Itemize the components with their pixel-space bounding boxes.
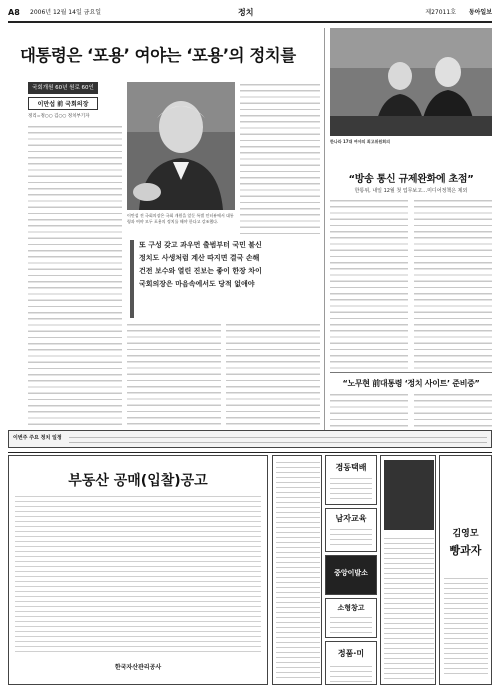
article-kicker: 국회개원 60년 원로 60인 — [28, 82, 98, 94]
right-body-column-1 — [330, 198, 408, 370]
small-ad-1 — [272, 455, 322, 685]
main-photo — [127, 82, 235, 210]
auction-ad-title: 부동산 공매(입찰)공고 — [68, 473, 208, 489]
issue-date: 2006년 12월 14일 금요일 — [30, 9, 102, 16]
ad-genuine-title: 정품·미 — [337, 649, 365, 658]
pull-quote-line-3: 건전 보수와 열린 진보는 좋이 한장 차이 — [139, 267, 262, 275]
main-headline: 대통령은 ‘포용’ 여야는 ‘포용’의 정치를 — [20, 46, 296, 65]
meeting-photo-image — [330, 28, 492, 136]
ad-education-text — [330, 527, 372, 549]
auction-ad-table — [15, 494, 261, 654]
article-byline: 정리=정○○ 김○○ 정치부기자 — [28, 114, 90, 119]
pull-quote-bar — [130, 240, 134, 318]
right-photo-caption — [330, 139, 492, 161]
schedule-box — [8, 430, 492, 448]
ad-barber — [325, 555, 377, 595]
ad-gyeongdong — [325, 455, 377, 505]
auction-ad — [8, 455, 268, 685]
auction-ad-company: 한국자산관리공사 — [114, 664, 162, 671]
interviewee-label: 이만섭 前 국회의장 — [28, 97, 98, 110]
ad-genuine — [325, 641, 377, 685]
right-top-photo — [330, 28, 492, 136]
pull-quote-line-4: 국회의장은 마음속에서도 당적 없애야 — [139, 280, 255, 288]
ad-column-middle — [380, 455, 436, 685]
newspaper-name: 동아일보 — [468, 9, 492, 16]
portrait-image — [127, 82, 235, 210]
ad-genuine-text — [330, 664, 372, 682]
ad-education-title: 남자교육 — [335, 514, 367, 523]
ad-barber-title: 중앙이발소 — [334, 569, 368, 577]
header-rule — [8, 21, 492, 23]
ad-middle-text — [384, 536, 434, 680]
issue-number: 제27011호 — [425, 9, 456, 16]
pull-quote — [139, 239, 319, 291]
schedule-box-text — [69, 435, 487, 445]
schedule-box-label: 이번주 주요 정치 일정 — [13, 435, 62, 441]
ad-bakery-title: 김영모 — [452, 529, 479, 539]
small-ad-1-text — [276, 460, 320, 680]
ad-middle-block — [384, 460, 434, 530]
ad-storage-title: 소형창고 — [337, 604, 365, 612]
right-bottom-column-2 — [414, 392, 492, 428]
ad-education — [325, 508, 377, 552]
right-section-rule — [330, 372, 492, 373]
ad-gyeongdong-title: 경동택배 — [335, 463, 367, 472]
right-photo-caption-text: 한나라 17대 여야의 최고위원회의 — [330, 139, 390, 144]
ad-bakery — [439, 455, 492, 685]
ad-rule — [8, 452, 492, 453]
ad-storage — [325, 598, 377, 638]
ad-gyeongdong-text — [330, 476, 372, 500]
column-divider — [324, 28, 325, 430]
pull-quote-line-2: 정치도 사생처럼 계산 따지면 결국 손해 — [139, 254, 260, 262]
article-body-column-2 — [127, 322, 221, 426]
right-body-column-2 — [414, 198, 492, 370]
article-body-column-1 — [28, 124, 122, 426]
page-header — [8, 6, 492, 20]
page-number: A8 — [8, 8, 20, 17]
article-body-column-3 — [226, 322, 320, 426]
ad-bakery-text — [444, 576, 488, 676]
pull-quote-line-1: 또 구성 갖고 과우먼 출범부터 국민 불신 — [139, 241, 262, 249]
right-bottom-headline: “노무현 前대통령 ‘정치 사이트’ 준비중” — [342, 379, 480, 388]
right-bottom-column-1 — [330, 392, 408, 428]
section-title: 정치 — [238, 8, 254, 17]
ad-bakery-sub: 빵과자 — [449, 544, 482, 557]
article-body-column-4 — [240, 82, 320, 237]
right-subhead: 한통위, 내일 12월 첫 업무보고…미디어정책은 제외 — [354, 188, 468, 194]
main-photo-caption: 이만섭 전 국회의장은 국회 개원을 앞둔 특별 인터뷰에서 대통령과 여야 모두 포용의 정치를 해야 한다고 강조했다. — [127, 213, 234, 224]
ad-storage-text — [330, 615, 372, 635]
right-headline: “방송 통신 규제완화에 초점” — [348, 174, 474, 185]
